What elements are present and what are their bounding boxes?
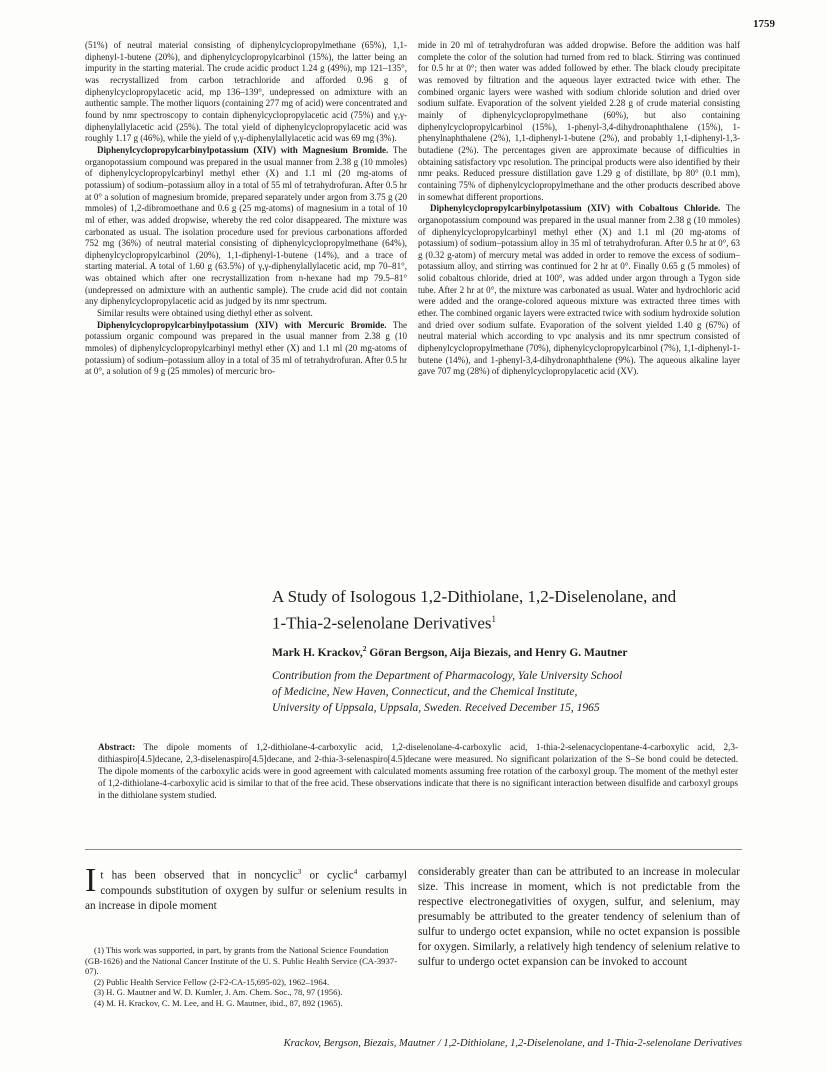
section-heading: Diphenylcyclopropylcarbinylpotassium (XIV) with Magnesium Bromide. — [97, 144, 389, 155]
paragraph — [418, 203, 740, 378]
author-rest: Göran Bergson, Aija Biezais, and Henry G. Mautner — [366, 646, 628, 659]
footnote-2: (2) Public Health Service Fellow (2-F2-CA-15,695-02), 1962–1964. — [94, 976, 330, 987]
author-list — [272, 644, 742, 659]
intro-text-b: or cyclic — [301, 869, 354, 882]
paragraph — [85, 320, 407, 378]
section-heading: Diphenylcyclopropylcarbinylpotassium (XIV) with Cobaltous Chloride. — [430, 203, 721, 214]
footnote-1: (1) This work was supported, in part, by grants from the National Science Foundation (GB-1626) and the National Cancer Institute of the U. S. Public Health Service (CA-3937-07). — [85, 945, 397, 977]
footnote-4: (4) M. H. Krackov, C. M. Lee, and H. G. Mautner, ibid., 87, 892 (1965). — [94, 997, 343, 1008]
affiliation — [272, 668, 742, 716]
title-line-2: 1-Thia-2-selenolane Derivatives — [272, 613, 492, 633]
article-title — [272, 586, 742, 635]
section-heading: Diphenylcyclopropylcarbinylpotassium (XIV) with Mercuric Bromide. — [97, 319, 387, 330]
abstract — [98, 741, 738, 801]
footnotes — [85, 945, 407, 1009]
paragraph-text: The potassium organic compound was prepared in the usual manner from 2.38 g (10 mmoles) of diphenylcyclopropylcarbinyl methyl ether (X) and 1.1 ml (20 mg-atoms of potassium) of sodium–potassium alloy in a total of 35 ml of tetrahydrofuran. After 0.5 hr at 0°, a solution of 9 g (25 mmoles) of mercuric bro- — [85, 319, 407, 377]
paragraph: mide in 20 ml of tetrahydrofuran was added dropwise. Before the addition was half complete the color of the solution had turned from red to black. Stirring was continued for 0.5 hr at 0°; then water was added followed by ether. The black cloudy precipitate was removed by filtration and the aqueous layer extracted twice with ether. The combined organic layers were washed with sodium chloride solution and dried over sodium sulfate. Evaporation of the solvent yielded 2.28 g of crude material consisting mainly of diphenylcyclopropylmethane (60%), but also containing diphenylcyclopropylcarbinol (15%), 1-phenyl-3,4-dihydronaphthalene (15%), 1-phenylnaphthalene (2%), 1,1-diphenyl-1-butene (2%), and probably 1,1-diphenyl-1,3-butadiene (2%). The percentages given are approximate because of difficulties in obtaining satisfactory vpc resolution. The principal products were also identified by their nmr peaks. Reduced pressure distillation gave 1.29 g of distillate, bp 80° (0.1 mm), containing 75% of diphenylcyclopropylmethane and the other products described above in somewhat different proportions. — [418, 40, 740, 202]
paragraph — [85, 145, 407, 308]
affiliation-line-3: University of Uppsala, Uppsala, Sweden. Received December 15, 1965 — [272, 702, 600, 714]
paragraph-text: The organopotassium compound was prepared in the usual manner from 2.38 g (10 mmoles) of diphenylcyclopropylcarbinyl methyl ether (X) and 1.1 ml (20 mg-atoms of potassium) of sodium–potassium alloy in 35 ml of tetrahydrofuran. After 0.5 hr at 0°, 63 g (0.32 g-atom) of mercury metal was added in order to remove the excess of sodium–potassium alloy, and stirring was continued for 2 hr at 0°. Finally 0.65 g (5 mmoles) of solid cobaltous chloride, dried at 100°, was added under argon through a Tygon side tube. After 2 hr at 0°, the mixture was carbonated as usual. Water and hydrochloric acid were added and the orange-colored aqueous mixture was extracted three times with ether. The combined organic layers were extracted twice with sodium hydroxide solution and dried over sodium sulfate. Evaporation of the solvent yielded 1.40 g (67%) of neutral material which according to vpc analysis and its nmr spectrum consisted of diphenylcyclopropylmethane (70%), diphenylcyclopropylcarbinol (7%), 1,1-diphenyl-1-butene (14%), and 1-phenyl-3,4-dihydronaphthalene (9%). The aqueous alkaline layer gave 707 mg (28%) of diphenylcyclopropylacetic acid (XV). — [418, 203, 740, 377]
intro-text-c: carbamyl compounds substitution of oxygen by sulfur or selenium results in an increase in dipole moment — [85, 869, 408, 912]
abstract-text: The dipole moments of 1,2-dithiolane-4-carboxylic acid, 1,2-diselenolane-4-carboxylic acid, 1-thia-2-selenacyclopentane-4-carboxylic acid, 2,3-dithiaspiro[4.5]decane, 2,3-diselenaspiro[4.5]decane, and 2-thia-3-selenaspiro[4.5]decane were measured. No significant polarization of the S–Se bond could be detected. The dipole moments of the carboxylic acids were in good agreement with calculated moments assuming free rotation of the carboxyl group. The moment of the methyl ester of 1,2-dithiolane-4-carboxylic acid is similar to that of the free acid. These observations indicate that there is no significant interaction between disulfide and carboxyl groups in the dithiolane system studied. — [98, 742, 738, 801]
right-column-experimental — [418, 40, 740, 378]
paragraph: (51%) of neutral material consisting of diphenylcyclopropylmethane (65%), 1,1-diphenyl-1-butene (20%), and diphenylcyclopropylcarbinol (15%), the latter being an impurity in the starting material. The crude acidic product 1.24 g (49%), mp 121–135°, was recrystallized from carbon tetrachloride and afforded 0.96 g of diphenylcyclopropylacetic acid, mp 136–139°, undepressed on admixture with an authentic sample. The mother liquors (containing 277 mg of acid) were concentrated and found by nmr spectroscopy to contain diphenylcyclopropylacetic acid (75%) and γ,γ-diphenylallylacetic acid (25%). The total yield of diphenylcyclopropylacetic acid was roughly 1.17 g (46%), while the yield of γ,γ-diphenylallylacetic acid was 69 mg (3%). — [85, 40, 407, 144]
title-line-1: A Study of Isologous 1,2-Dithiolane, 1,2-Diselenolane, and — [272, 587, 677, 606]
introduction-left — [85, 862, 408, 914]
page-number: 1759 — [753, 18, 775, 30]
paragraph-text: The organopotassium compound was prepared in the usual manner from 2.38 g (10 mmoles) of diphenylcyclopropylcarbinyl methyl ether (X) and 1.1 ml (20 mg-atoms of potassium) of sodium–potassium alloy in a total of 55 ml of tetrahydrofuran. After 0.5 hr at 0° a solution of magnesium bromide, prepared separately under argon from 3.75 g (20 mmoles) of 1,2-dibromoethane and 0.6 g (25 mg-atoms) of magnesium in a total of 10 ml of ether, was added dropwise, whereby the red color disappeared. The mixture was carbonated as usual. The isolation procedure used for previous carbonations afforded 752 mg (36%) of neutral material consisting of diphenylcyclopropylmethane (64%), diphenylcyclopropylcarbinol (20%), 1,1-diphenyl-1-butene (14%), and a trace of starting material. A total of 1.60 g (63.5%) of γ,γ-diphenylallylacetic acid, mp 70–81°, was obtained which after one recrystallization from n-hexane had mp 79.5–81° (undepressed on admixture with an authentic sample). The crude acid did not contain any diphenylcyclopropylacetic acid as judged by its nmr spectrum. — [85, 144, 407, 307]
footnote-ref-4: 4 — [353, 868, 358, 876]
author-first: Mark H. Krackov, — [272, 646, 363, 659]
paragraph: Similar results were obtained using diethyl ether as solvent. — [97, 308, 313, 319]
running-footer: Krackov, Bergson, Biezais, Mautner / 1,2-Dithiolane, 1,2-Diselenolane, and 1-Thia-2-selenolane Derivatives — [283, 1038, 742, 1049]
footnote-3: (3) H. G. Mautner and W. D. Kumler, J. Am. Chem. Soc., 78, 97 (1956). — [94, 987, 343, 998]
affiliation-line-1: Contribution from the Department of Pharmacology, Yale University School — [272, 670, 623, 682]
author-footnote-mark: 2 — [362, 644, 367, 653]
affiliation-line-2: of Medicine, New Haven, Connecticut, and the Chemical Institute, — [272, 686, 578, 698]
drop-cap: I — [85, 862, 97, 899]
abstract-label: Abstract: — [98, 742, 136, 752]
title-footnote-mark: 1 — [491, 614, 496, 624]
introduction-right: considerably greater than can be attributed to an increase in molecular size. This increase in moment, which is not predictable from the respective electronegativities of oxygen, sulfur, and selenium, may presumably be attributed to the greater tendency of selenium than of sulfur to undergo octet expansion, while no octet expansion is possible for oxygen. Similarly, a relatively high tendency of selenium relative to sulfur to undergo octet expansion can be invoked to account — [418, 866, 740, 968]
footnote-ref-3: 3 — [297, 868, 302, 876]
section-divider — [85, 849, 742, 850]
intro-text-a: t has been observed that in noncyclic — [100, 869, 298, 882]
left-column-experimental — [85, 40, 407, 378]
